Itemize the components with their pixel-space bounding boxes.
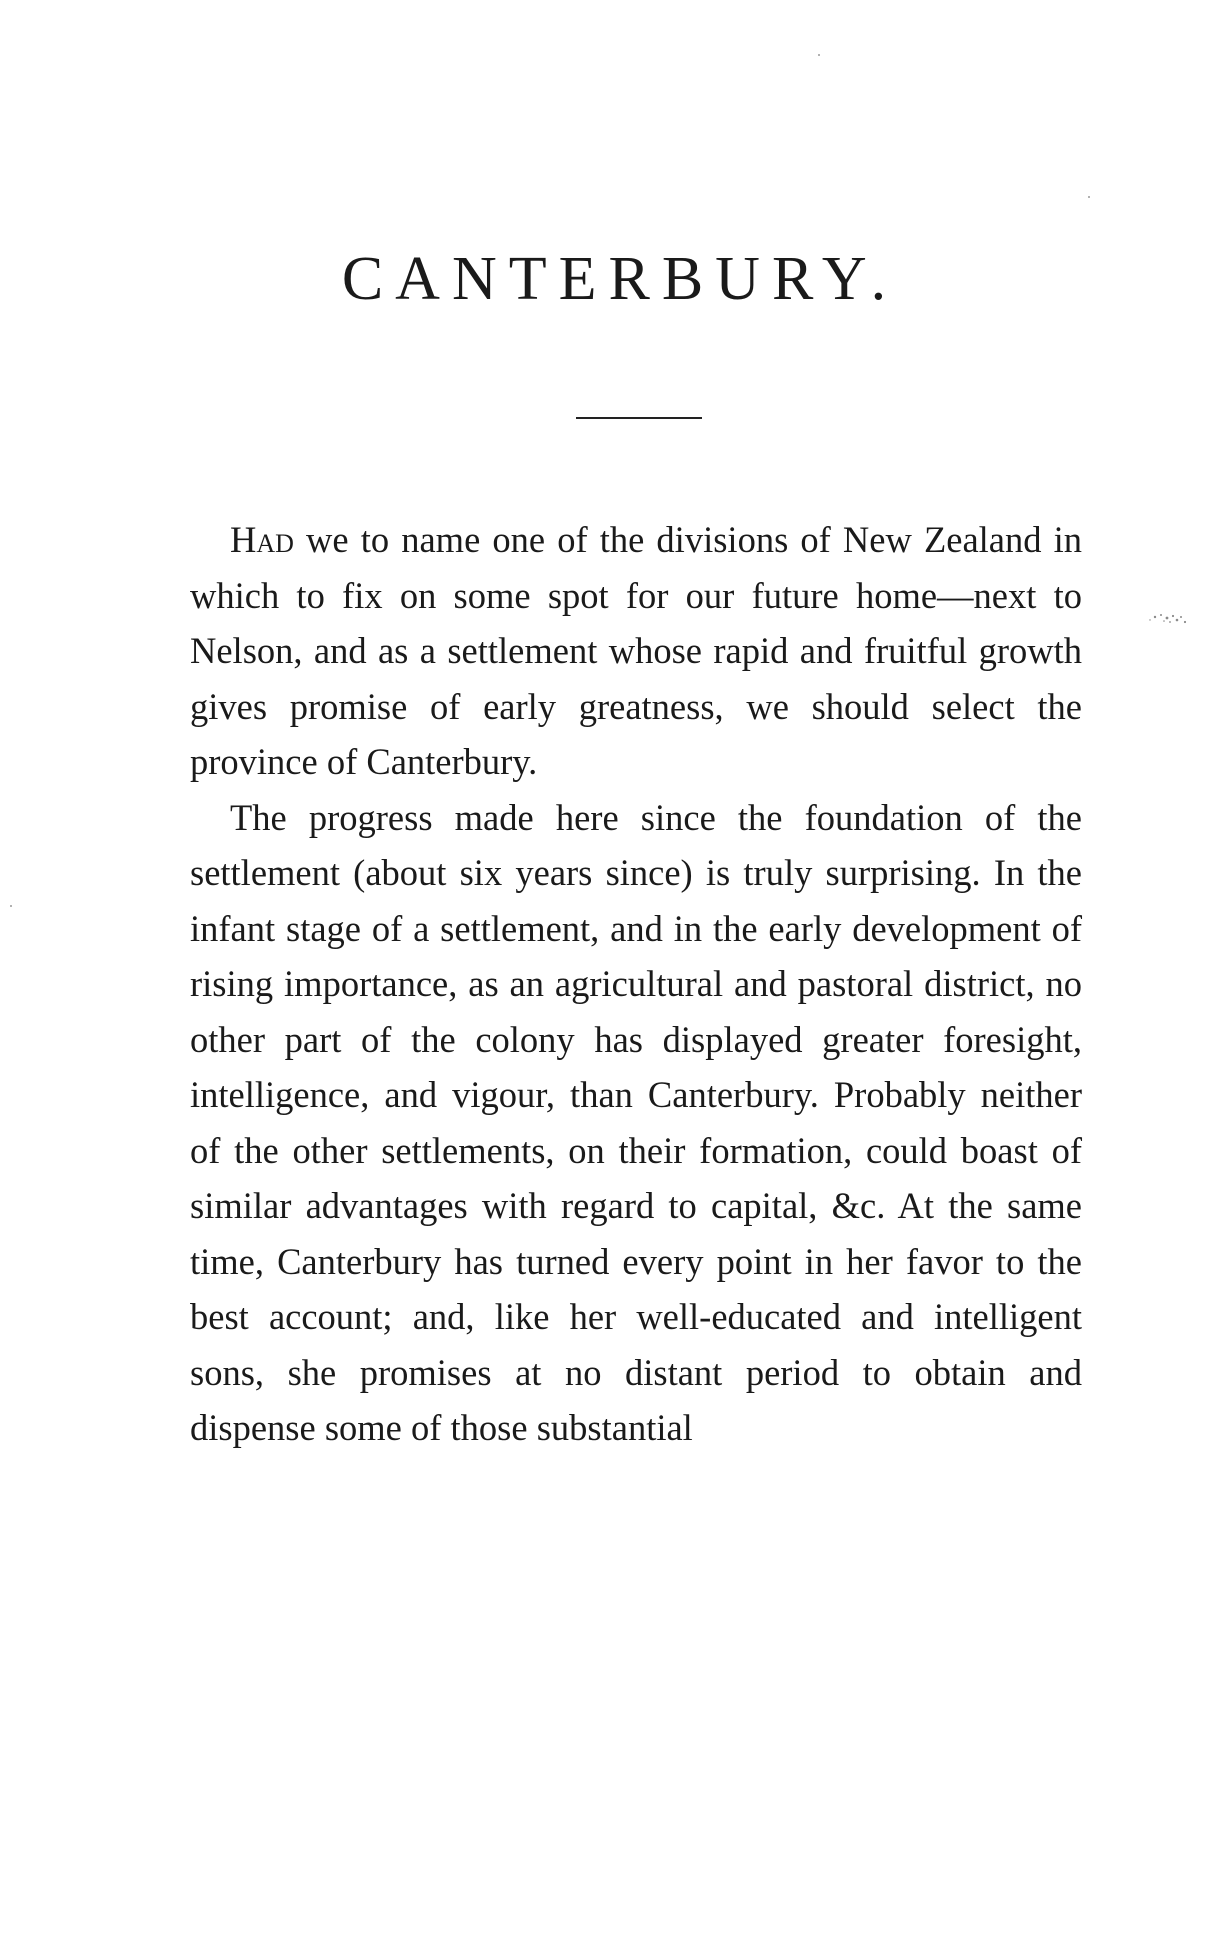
scan-smudge [1125, 605, 1195, 635]
body-text [190, 512, 1082, 1456]
paragraph-2 [190, 790, 1082, 1456]
scan-speck [818, 54, 820, 56]
paragraph-1-lead: Had [230, 519, 294, 560]
scan-speck [10, 905, 12, 907]
chapter-title: CANTERBURY. [341, 245, 899, 313]
title-divider-rule [576, 417, 702, 419]
paragraph-1-text: we to name one of the divisions of New Zealand in which to fix on some spot for our future home—next to Nelson, and as a settlement whose rapid and fruitful growth gives promise of early greatness, we should select the province of Canterbury. [190, 519, 1082, 782]
paragraph-2-text: The progress made here since the foundation of the settlement (about six years since) is truly surprising. In the infant stage of a settlement, and in the early development of rising importance, as an agricultural and pastoral district, no other part of the colony has displayed greater foresight, intelligence, and vigour, than Canterbury. Probably neither of the other settlements, on their formation, could boast of similar advantages with regard to capital, &c. At the same time, Canterbury has turned every point in her favor to the best account; and, like her well-educated and intelligent sons, she promises at no distant period to obtain and dispense some of those substantial [190, 796, 1082, 1448]
scan-speck [1088, 196, 1090, 198]
paragraph-1 [190, 512, 1082, 790]
